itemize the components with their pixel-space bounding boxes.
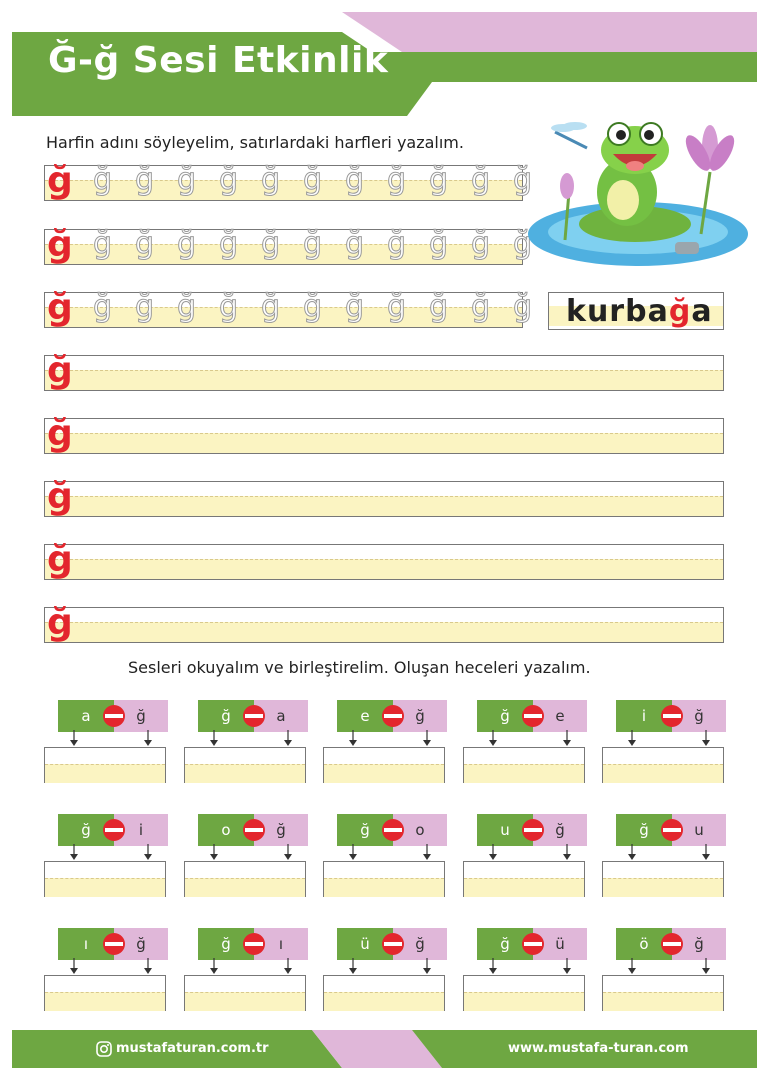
answer-midline bbox=[185, 878, 305, 879]
sound-tile-left: o bbox=[198, 814, 254, 846]
footer-website-link[interactable]: www.mustafa-turan.com bbox=[508, 1041, 689, 1056]
join-connector-icon bbox=[660, 818, 684, 842]
model-letter: ğ bbox=[47, 476, 73, 517]
answer-highlight-band bbox=[185, 878, 305, 897]
model-letter: ğ bbox=[47, 350, 73, 391]
syllable-puzzle bbox=[616, 928, 726, 960]
answer-highlight-band bbox=[185, 764, 305, 783]
sound-tile-right: ı bbox=[254, 928, 308, 960]
answer-midline bbox=[45, 878, 165, 879]
down-arrow-icon bbox=[283, 958, 293, 974]
answer-midline bbox=[464, 992, 584, 993]
join-connector-icon bbox=[102, 932, 126, 956]
answer-highlight-band bbox=[45, 878, 165, 897]
trace-letter[interactable]: ğ bbox=[513, 226, 533, 261]
syllable-puzzle bbox=[58, 928, 168, 960]
trace-letter[interactable]: ğ bbox=[471, 226, 491, 261]
row-midline bbox=[45, 433, 723, 434]
syllable-puzzle bbox=[477, 814, 587, 846]
down-arrow-icon bbox=[562, 958, 572, 974]
sound-tile-left: ğ bbox=[477, 928, 533, 960]
join-connector-icon bbox=[521, 818, 545, 842]
trace-letter[interactable]: ğ bbox=[135, 289, 155, 324]
syllable-puzzle bbox=[337, 814, 447, 846]
answer-midline bbox=[464, 764, 584, 765]
trace-letter[interactable]: ğ bbox=[471, 289, 491, 324]
writing-row[interactable] bbox=[44, 539, 724, 580]
model-letter: ğ bbox=[47, 602, 73, 643]
sound-tile-right: ğ bbox=[114, 700, 168, 732]
sound-tile-right: a bbox=[254, 700, 308, 732]
row-midline bbox=[45, 307, 522, 308]
answer-highlight-band bbox=[324, 764, 444, 783]
answer-highlight-band bbox=[603, 764, 723, 783]
sound-tile-left: ı bbox=[58, 928, 114, 960]
answer-box[interactable] bbox=[602, 975, 724, 1011]
down-arrow-icon bbox=[422, 844, 432, 860]
answer-box[interactable] bbox=[184, 747, 306, 783]
writing-row[interactable] bbox=[44, 476, 724, 517]
answer-midline bbox=[464, 878, 584, 879]
sound-tile-left: e bbox=[337, 700, 393, 732]
down-arrow-icon bbox=[69, 958, 79, 974]
row-midline bbox=[45, 244, 522, 245]
down-arrow-icon bbox=[701, 844, 711, 860]
down-arrow-icon bbox=[627, 844, 637, 860]
row-midline bbox=[45, 559, 723, 560]
down-arrow-icon bbox=[488, 958, 498, 974]
down-arrow-icon bbox=[69, 844, 79, 860]
join-connector-icon bbox=[242, 704, 266, 728]
trace-letter[interactable]: ğ bbox=[261, 162, 281, 197]
word-part-highlight: ğ bbox=[668, 294, 692, 329]
sound-tile-right: e bbox=[533, 700, 587, 732]
row-highlight-band bbox=[45, 433, 723, 453]
answer-midline bbox=[324, 992, 444, 993]
instruction-2: Sesleri okuyalım ve birleştirelim. Oluşan heceleri yazalım. bbox=[128, 658, 591, 677]
answer-box[interactable] bbox=[463, 975, 585, 1011]
syllable-puzzle bbox=[58, 700, 168, 732]
trace-letter[interactable]: ğ bbox=[135, 226, 155, 261]
row-highlight-band bbox=[45, 559, 723, 579]
frog-illustration bbox=[525, 112, 755, 282]
row-midline bbox=[45, 180, 522, 181]
join-connector-icon bbox=[521, 932, 545, 956]
answer-highlight-band bbox=[185, 992, 305, 1011]
answer-midline bbox=[185, 992, 305, 993]
down-arrow-icon bbox=[209, 844, 219, 860]
sound-tile-right: ğ bbox=[393, 700, 447, 732]
down-arrow-icon bbox=[348, 958, 358, 974]
down-arrow-icon bbox=[488, 844, 498, 860]
row-highlight-band bbox=[45, 370, 723, 390]
join-connector-icon bbox=[381, 704, 405, 728]
answer-highlight-band bbox=[603, 878, 723, 897]
join-connector-icon bbox=[381, 818, 405, 842]
answer-midline bbox=[185, 764, 305, 765]
trace-letter[interactable]: ğ bbox=[345, 226, 365, 261]
syllable-puzzle bbox=[198, 928, 308, 960]
row-highlight-band bbox=[45, 244, 522, 264]
down-arrow-icon bbox=[209, 958, 219, 974]
row-midline bbox=[45, 622, 723, 623]
answer-box[interactable] bbox=[184, 975, 306, 1011]
join-connector-icon bbox=[102, 818, 126, 842]
down-arrow-icon bbox=[69, 730, 79, 746]
trace-letter[interactable]: ğ bbox=[387, 289, 407, 324]
join-connector-icon bbox=[102, 704, 126, 728]
example-word bbox=[566, 294, 713, 329]
syllable-puzzle bbox=[337, 928, 447, 960]
model-letter: ğ bbox=[47, 160, 73, 201]
down-arrow-icon bbox=[348, 844, 358, 860]
down-arrow-icon bbox=[488, 730, 498, 746]
row-highlight-band bbox=[45, 180, 522, 200]
answer-box[interactable] bbox=[323, 861, 445, 897]
instagram-icon bbox=[96, 1041, 112, 1057]
down-arrow-icon bbox=[627, 958, 637, 974]
answer-midline bbox=[324, 764, 444, 765]
join-connector-icon bbox=[660, 932, 684, 956]
join-connector-icon bbox=[242, 818, 266, 842]
join-connector-icon bbox=[521, 704, 545, 728]
join-connector-icon bbox=[381, 932, 405, 956]
sound-tile-left: ğ bbox=[198, 700, 254, 732]
row-highlight-band bbox=[45, 496, 723, 516]
trace-letter[interactable]: ğ bbox=[345, 289, 365, 324]
syllable-puzzle bbox=[58, 814, 168, 846]
writing-row[interactable] bbox=[44, 350, 724, 391]
answer-midline bbox=[603, 878, 723, 879]
answer-box[interactable] bbox=[602, 861, 724, 897]
down-arrow-icon bbox=[422, 958, 432, 974]
answer-highlight-band bbox=[464, 992, 584, 1011]
answer-box[interactable] bbox=[323, 975, 445, 1011]
writing-row[interactable] bbox=[44, 413, 724, 454]
sound-tile-left: a bbox=[58, 700, 114, 732]
trace-letter[interactable]: ğ bbox=[429, 162, 449, 197]
syllable-puzzle bbox=[198, 814, 308, 846]
trace-letter[interactable]: ğ bbox=[345, 162, 365, 197]
sound-tile-right: ğ bbox=[672, 928, 726, 960]
model-letter: ğ bbox=[47, 287, 73, 328]
down-arrow-icon bbox=[283, 730, 293, 746]
sound-tile-left: u bbox=[477, 814, 533, 846]
word-part-2: a bbox=[691, 294, 713, 329]
trace-letter[interactable]: ğ bbox=[135, 162, 155, 197]
down-arrow-icon bbox=[562, 730, 572, 746]
row-midline bbox=[45, 496, 723, 497]
row-highlight-band bbox=[45, 307, 522, 327]
trace-letter[interactable]: ğ bbox=[177, 162, 197, 197]
answer-highlight-band bbox=[45, 992, 165, 1011]
down-arrow-icon bbox=[143, 958, 153, 974]
writing-row[interactable] bbox=[44, 602, 724, 643]
trace-letter[interactable]: ğ bbox=[93, 162, 113, 197]
model-letter: ğ bbox=[47, 224, 73, 265]
sound-tile-right: ğ bbox=[533, 814, 587, 846]
answer-box[interactable] bbox=[44, 747, 166, 783]
syllable-puzzle bbox=[616, 814, 726, 846]
sound-tile-left: ü bbox=[337, 928, 393, 960]
trace-letter[interactable]: ğ bbox=[177, 226, 197, 261]
answer-box[interactable] bbox=[463, 861, 585, 897]
sound-tile-right: o bbox=[393, 814, 447, 846]
down-arrow-icon bbox=[143, 730, 153, 746]
sound-tile-right: i bbox=[114, 814, 168, 846]
trace-letter[interactable]: ğ bbox=[513, 289, 533, 324]
sound-tile-right: ğ bbox=[114, 928, 168, 960]
down-arrow-icon bbox=[627, 730, 637, 746]
syllable-puzzle bbox=[477, 928, 587, 960]
row-midline bbox=[45, 370, 723, 371]
trace-letter[interactable]: ğ bbox=[219, 289, 239, 324]
sound-tile-right: u bbox=[672, 814, 726, 846]
answer-midline bbox=[603, 992, 723, 993]
answer-box[interactable] bbox=[323, 747, 445, 783]
answer-box[interactable] bbox=[463, 747, 585, 783]
model-letter: ğ bbox=[47, 539, 73, 580]
answer-highlight-band bbox=[324, 878, 444, 897]
trace-letter[interactable]: ğ bbox=[177, 289, 197, 324]
model-letter: ğ bbox=[47, 413, 73, 454]
answer-highlight-band bbox=[45, 764, 165, 783]
sound-tile-right: ü bbox=[533, 928, 587, 960]
row-highlight-band bbox=[45, 622, 723, 642]
answer-midline bbox=[324, 878, 444, 879]
answer-box[interactable] bbox=[44, 861, 166, 897]
answer-box[interactable] bbox=[44, 975, 166, 1011]
trace-letter[interactable]: ğ bbox=[303, 162, 323, 197]
sound-tile-right: ğ bbox=[393, 928, 447, 960]
answer-box[interactable] bbox=[184, 861, 306, 897]
answer-midline bbox=[603, 764, 723, 765]
down-arrow-icon bbox=[701, 730, 711, 746]
trace-letter[interactable]: ğ bbox=[219, 162, 239, 197]
trace-letter[interactable]: ğ bbox=[513, 162, 533, 197]
answer-box[interactable] bbox=[602, 747, 724, 783]
trace-letter[interactable]: ğ bbox=[303, 226, 323, 261]
trace-letter[interactable]: ğ bbox=[387, 162, 407, 197]
trace-letter[interactable]: ğ bbox=[261, 226, 281, 261]
syllable-puzzle bbox=[616, 700, 726, 732]
writing-row[interactable] bbox=[44, 224, 533, 265]
footer-instagram-link[interactable]: mustafaturan.com.tr bbox=[116, 1041, 269, 1056]
trace-letter[interactable]: ğ bbox=[387, 226, 407, 261]
down-arrow-icon bbox=[348, 730, 358, 746]
answer-highlight-band bbox=[464, 764, 584, 783]
sound-tile-left: ğ bbox=[477, 700, 533, 732]
trace-letter[interactable]: ğ bbox=[219, 226, 239, 261]
sound-tile-right: ğ bbox=[254, 814, 308, 846]
trace-letter[interactable]: ğ bbox=[429, 289, 449, 324]
sound-tile-left: i bbox=[616, 700, 672, 732]
answer-midline bbox=[45, 992, 165, 993]
join-connector-icon bbox=[242, 932, 266, 956]
trace-letter[interactable]: ğ bbox=[261, 289, 281, 324]
answer-highlight-band bbox=[464, 878, 584, 897]
trace-letter[interactable]: ğ bbox=[471, 162, 491, 197]
trace-letter[interactable]: ğ bbox=[93, 289, 113, 324]
syllable-puzzle bbox=[337, 700, 447, 732]
answer-highlight-band bbox=[603, 992, 723, 1011]
sound-tile-left: ğ bbox=[616, 814, 672, 846]
syllable-puzzle bbox=[477, 700, 587, 732]
answer-midline bbox=[45, 764, 165, 765]
writing-row[interactable] bbox=[44, 160, 533, 201]
sound-tile-left: ğ bbox=[198, 928, 254, 960]
trace-letter[interactable]: ğ bbox=[93, 226, 113, 261]
down-arrow-icon bbox=[701, 958, 711, 974]
instruction-1: Harfin adını söyleyelim, satırlardaki harfleri yazalım. bbox=[46, 133, 464, 152]
syllable-puzzle bbox=[198, 700, 308, 732]
down-arrow-icon bbox=[283, 844, 293, 860]
sound-tile-right: ğ bbox=[672, 700, 726, 732]
down-arrow-icon bbox=[562, 844, 572, 860]
sound-tile-left: ğ bbox=[58, 814, 114, 846]
join-connector-icon bbox=[660, 704, 684, 728]
sound-tile-left: ğ bbox=[337, 814, 393, 846]
word-part-1: kurba bbox=[566, 294, 669, 329]
down-arrow-icon bbox=[422, 730, 432, 746]
trace-letter[interactable]: ğ bbox=[429, 226, 449, 261]
down-arrow-icon bbox=[143, 844, 153, 860]
writing-row[interactable] bbox=[44, 287, 533, 328]
sound-tile-left: ö bbox=[616, 928, 672, 960]
trace-letter[interactable]: ğ bbox=[303, 289, 323, 324]
down-arrow-icon bbox=[209, 730, 219, 746]
page-title: Ğ-ğ Sesi Etkinlik bbox=[48, 40, 389, 81]
answer-highlight-band bbox=[324, 992, 444, 1011]
